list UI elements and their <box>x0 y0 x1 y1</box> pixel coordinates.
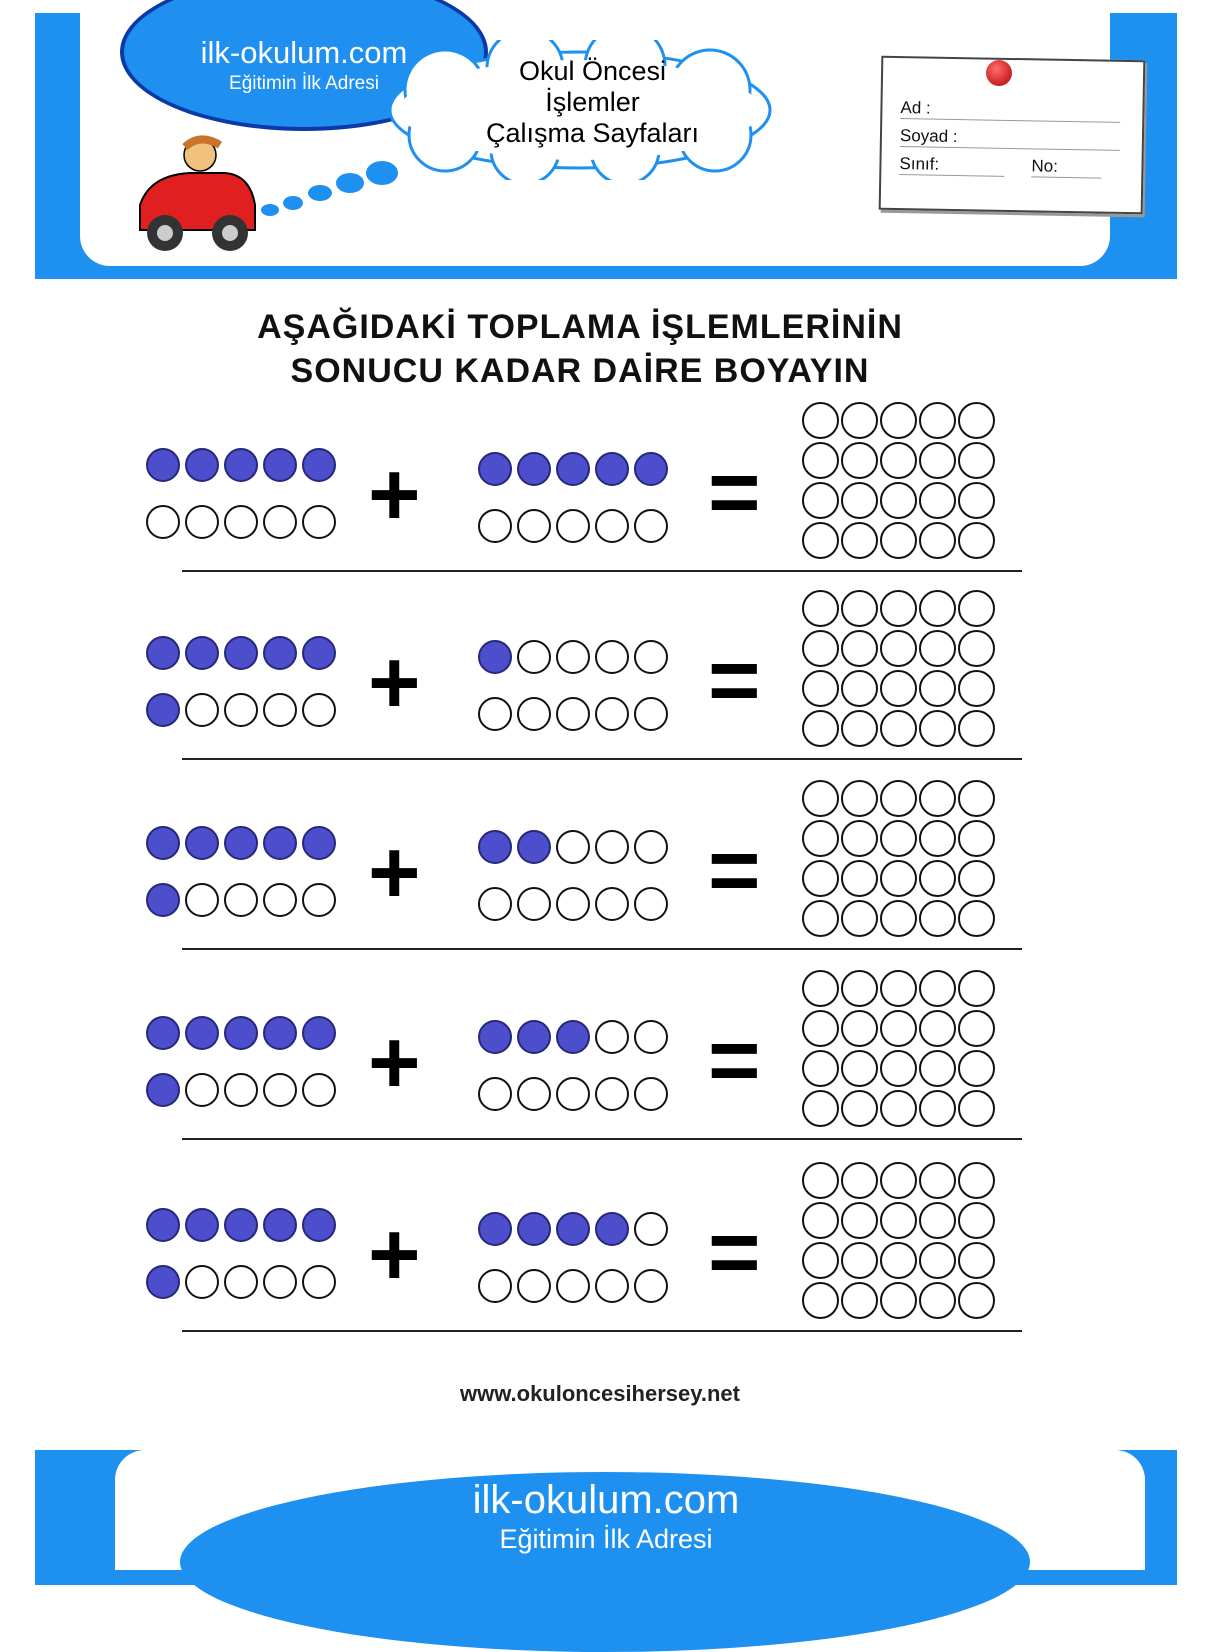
second-addend-circle[interactable] <box>478 1269 512 1303</box>
first-addend-circle[interactable] <box>263 883 297 917</box>
instruction-line-2: SONUCU KADAR DAİRE BOYAYIN <box>290 352 870 390</box>
answer-circle[interactable] <box>958 522 995 559</box>
answer-circle[interactable] <box>958 1050 995 1087</box>
first-addend-circle[interactable] <box>146 1016 180 1050</box>
answer-circle[interactable] <box>841 1242 878 1279</box>
brand-subtitle: Eğitimin İlk Adresi <box>229 73 379 94</box>
answer-circle[interactable] <box>958 442 995 479</box>
second-addend-circle[interactable] <box>634 1077 668 1111</box>
plus-sign: + <box>368 633 421 733</box>
first-addend-circle[interactable] <box>224 883 258 917</box>
problem-row <box>140 778 1040 958</box>
instruction-title <box>100 305 1060 393</box>
answer-circle[interactable] <box>919 1282 956 1319</box>
first-addend-circle[interactable] <box>224 448 258 482</box>
equals-sign: = <box>708 1011 761 1111</box>
answer-circle[interactable] <box>841 1202 878 1239</box>
answer-circle[interactable] <box>802 442 839 479</box>
answer-circle[interactable] <box>958 1162 995 1199</box>
first-addend-circle[interactable] <box>185 636 219 670</box>
answer-circle[interactable] <box>919 1202 956 1239</box>
second-addend-circle[interactable] <box>517 1020 551 1054</box>
answer-circle[interactable] <box>880 590 917 627</box>
second-addend-circle[interactable] <box>478 1212 512 1246</box>
answer-circle[interactable] <box>802 970 839 1007</box>
first-addend-circle[interactable] <box>185 1016 219 1050</box>
answer-circle[interactable] <box>880 1050 917 1087</box>
answer-circle[interactable] <box>919 590 956 627</box>
first-addend-circle[interactable] <box>185 1265 219 1299</box>
second-addend-circle[interactable] <box>634 830 668 864</box>
second-addend-circle[interactable] <box>634 640 668 674</box>
second-addend-circle[interactable] <box>634 452 668 486</box>
answer-circle[interactable] <box>841 522 878 559</box>
equals-sign: = <box>708 1203 761 1303</box>
first-addend-circle[interactable] <box>185 448 219 482</box>
answer-circle[interactable] <box>880 630 917 667</box>
first-addend-circle[interactable] <box>263 1016 297 1050</box>
answer-circle[interactable] <box>880 402 917 439</box>
first-addend-circle[interactable] <box>302 826 336 860</box>
cloud-line-2: İşlemler <box>545 87 640 117</box>
answer-circle[interactable] <box>802 1162 839 1199</box>
first-addend-circle[interactable] <box>146 883 180 917</box>
second-addend-circle[interactable] <box>595 887 629 921</box>
first-addend-circle[interactable] <box>263 448 297 482</box>
second-addend-circle[interactable] <box>478 1077 512 1111</box>
first-addend-circle[interactable] <box>302 1016 336 1050</box>
answer-circle[interactable] <box>958 482 995 519</box>
answer-circle[interactable] <box>802 710 839 747</box>
answer-circle[interactable] <box>841 590 878 627</box>
second-addend-circle[interactable] <box>595 452 629 486</box>
plus-sign: + <box>368 1205 421 1305</box>
second-addend-circle[interactable] <box>517 1077 551 1111</box>
answer-circle[interactable] <box>802 1242 839 1279</box>
first-addend-circle[interactable] <box>302 1208 336 1242</box>
second-addend-circle[interactable] <box>556 640 590 674</box>
first-addend-circle[interactable] <box>224 636 258 670</box>
problem-row <box>140 588 1040 768</box>
answer-circle[interactable] <box>958 1202 995 1239</box>
problem-row <box>140 968 1040 1148</box>
answer-circle[interactable] <box>802 1050 839 1087</box>
answer-circle[interactable] <box>880 442 917 479</box>
answer-circle[interactable] <box>958 900 995 937</box>
second-addend-circle[interactable] <box>478 830 512 864</box>
number-field[interactable]: No: <box>1031 156 1101 178</box>
second-addend-circle[interactable] <box>478 640 512 674</box>
second-addend-circle[interactable] <box>634 887 668 921</box>
answer-circle[interactable] <box>919 670 956 707</box>
first-addend-circle[interactable] <box>185 505 219 539</box>
answer-circle[interactable] <box>919 1242 956 1279</box>
answer-circle[interactable] <box>802 522 839 559</box>
answer-circle[interactable] <box>919 900 956 937</box>
first-addend-circle[interactable] <box>224 693 258 727</box>
first-addend-circle[interactable] <box>146 505 180 539</box>
second-addend-circle[interactable] <box>556 887 590 921</box>
second-addend-circle[interactable] <box>517 1269 551 1303</box>
answer-grid <box>802 402 1002 567</box>
answer-circle[interactable] <box>919 1010 956 1047</box>
answer-circle[interactable] <box>802 1202 839 1239</box>
first-addend-circle[interactable] <box>185 826 219 860</box>
second-addend-circle[interactable] <box>478 509 512 543</box>
first-addend-circle[interactable] <box>302 693 336 727</box>
first-addend-circle[interactable] <box>146 636 180 670</box>
second-addend-circle[interactable] <box>556 1020 590 1054</box>
answer-circle[interactable] <box>802 482 839 519</box>
answer-circle[interactable] <box>880 1202 917 1239</box>
first-addend-circle[interactable] <box>146 1073 180 1107</box>
answer-circle[interactable] <box>958 1090 995 1127</box>
answer-circle[interactable] <box>880 970 917 1007</box>
second-addend-circle[interactable] <box>595 509 629 543</box>
brand-title: ilk-okulum.com <box>200 35 408 70</box>
answer-circle[interactable] <box>880 820 917 857</box>
second-addend-circle[interactable] <box>595 640 629 674</box>
second-addend-circle[interactable] <box>556 452 590 486</box>
equals-sign: = <box>708 443 761 543</box>
answer-circle[interactable] <box>841 1162 878 1199</box>
answer-circle[interactable] <box>919 630 956 667</box>
first-addend-circle[interactable] <box>146 693 180 727</box>
first-addend-circle[interactable] <box>263 693 297 727</box>
first-addend-circle[interactable] <box>263 636 297 670</box>
plus-sign: + <box>368 823 421 923</box>
answer-circle[interactable] <box>958 1242 995 1279</box>
first-addend-circle[interactable] <box>224 505 258 539</box>
answer-circle[interactable] <box>841 402 878 439</box>
answer-circle[interactable] <box>880 710 917 747</box>
first-addend-circle[interactable] <box>146 1208 180 1242</box>
answer-grid <box>802 1162 1002 1327</box>
answer-circle[interactable] <box>880 900 917 937</box>
answer-circle[interactable] <box>841 670 878 707</box>
first-addend-circle[interactable] <box>263 1073 297 1107</box>
answer-circle[interactable] <box>958 1010 995 1047</box>
answer-circle[interactable] <box>802 780 839 817</box>
answer-circle[interactable] <box>958 820 995 857</box>
answer-circle[interactable] <box>958 630 995 667</box>
cloud-line-1: Okul Öncesi <box>518 56 667 86</box>
answer-circle[interactable] <box>958 710 995 747</box>
second-addend-circle[interactable] <box>595 1269 629 1303</box>
answer-grid <box>802 590 1002 755</box>
first-addend-circle[interactable] <box>302 636 336 670</box>
car-illustration <box>130 135 400 265</box>
second-addend-circle[interactable] <box>595 1212 629 1246</box>
equals-sign: = <box>708 821 761 921</box>
answer-circle[interactable] <box>919 402 956 439</box>
second-addend-circle[interactable] <box>556 697 590 731</box>
row-separator <box>182 948 1022 950</box>
answer-circle[interactable] <box>802 590 839 627</box>
answer-circle[interactable] <box>841 710 878 747</box>
cloud-line-3: Çalışma Sayfaları <box>485 118 700 148</box>
first-addend-circle[interactable] <box>224 826 258 860</box>
answer-circle[interactable] <box>841 1050 878 1087</box>
second-addend-circle[interactable] <box>556 1077 590 1111</box>
second-addend-circle[interactable] <box>478 887 512 921</box>
answer-circle[interactable] <box>958 590 995 627</box>
second-addend-circle[interactable] <box>556 830 590 864</box>
website-url: www.okuloncesihersey.net <box>460 1381 740 1406</box>
answer-circle[interactable] <box>880 780 917 817</box>
answer-circle[interactable] <box>958 780 995 817</box>
problem-row <box>140 1160 1040 1340</box>
second-addend-circle[interactable] <box>478 452 512 486</box>
answer-circle[interactable] <box>919 860 956 897</box>
answer-circle[interactable] <box>802 1010 839 1047</box>
answer-circle[interactable] <box>919 780 956 817</box>
answer-circle[interactable] <box>802 630 839 667</box>
first-addend-circle[interactable] <box>263 826 297 860</box>
student-info-card <box>879 56 1146 215</box>
row-separator <box>182 570 1022 572</box>
first-addend-circle[interactable] <box>146 448 180 482</box>
answer-circle[interactable] <box>802 1282 839 1319</box>
answer-circle[interactable] <box>958 970 995 1007</box>
second-addend-circle[interactable] <box>634 1212 668 1246</box>
plus-sign: + <box>368 1013 421 1113</box>
answer-circle[interactable] <box>802 820 839 857</box>
first-addend-circle[interactable] <box>224 1016 258 1050</box>
problem-row <box>140 400 1040 580</box>
answer-circle[interactable] <box>880 1010 917 1047</box>
answer-circle[interactable] <box>841 1010 878 1047</box>
second-addend-circle[interactable] <box>478 697 512 731</box>
answer-circle[interactable] <box>958 860 995 897</box>
answer-circle[interactable] <box>919 710 956 747</box>
answer-circle[interactable] <box>919 1050 956 1087</box>
push-pin-icon <box>986 60 1012 86</box>
first-addend-circle[interactable] <box>302 505 336 539</box>
answer-circle[interactable] <box>880 1090 917 1127</box>
first-addend-circle[interactable] <box>263 1265 297 1299</box>
second-addend-circle[interactable] <box>517 697 551 731</box>
second-addend-circle[interactable] <box>595 1077 629 1111</box>
row-separator <box>182 758 1022 760</box>
second-addend-circle[interactable] <box>634 697 668 731</box>
answer-circle[interactable] <box>841 442 878 479</box>
second-addend-circle[interactable] <box>595 1020 629 1054</box>
answer-circle[interactable] <box>880 522 917 559</box>
answer-circle[interactable] <box>880 1282 917 1319</box>
second-addend-circle[interactable] <box>517 640 551 674</box>
second-addend-circle[interactable] <box>517 830 551 864</box>
answer-circle[interactable] <box>841 1282 878 1319</box>
answer-circle[interactable] <box>919 820 956 857</box>
answer-circle[interactable] <box>919 1090 956 1127</box>
footer-brand-subtitle: Eğitimin İlk Adresi <box>499 1524 713 1554</box>
second-addend-circle[interactable] <box>517 452 551 486</box>
surname-field[interactable]: Soyad : <box>900 126 1120 151</box>
first-addend-circle[interactable] <box>185 1073 219 1107</box>
equals-sign: = <box>708 631 761 731</box>
answer-circle[interactable] <box>919 442 956 479</box>
second-addend-circle[interactable] <box>595 830 629 864</box>
answer-circle[interactable] <box>841 780 878 817</box>
first-addend-circle[interactable] <box>302 1265 336 1299</box>
first-addend-circle[interactable] <box>302 883 336 917</box>
cloud-text <box>445 56 740 149</box>
second-addend-circle[interactable] <box>517 887 551 921</box>
answer-circle[interactable] <box>802 402 839 439</box>
answer-circle[interactable] <box>919 522 956 559</box>
answer-circle[interactable] <box>958 1282 995 1319</box>
answer-circle[interactable] <box>802 860 839 897</box>
first-addend-circle[interactable] <box>146 826 180 860</box>
answer-circle[interactable] <box>919 482 956 519</box>
first-addend-circle[interactable] <box>185 693 219 727</box>
answer-circle[interactable] <box>841 900 878 937</box>
second-addend-circle[interactable] <box>478 1020 512 1054</box>
first-addend-circle[interactable] <box>302 1073 336 1107</box>
row-separator <box>182 1138 1022 1140</box>
answer-circle[interactable] <box>919 970 956 1007</box>
first-addend-circle[interactable] <box>302 448 336 482</box>
first-addend-circle[interactable] <box>224 1073 258 1107</box>
second-addend-circle[interactable] <box>634 1269 668 1303</box>
answer-grid <box>802 970 1002 1135</box>
first-addend-circle[interactable] <box>185 1208 219 1242</box>
name-field[interactable]: Ad : <box>900 98 1120 123</box>
first-addend-circle[interactable] <box>185 883 219 917</box>
second-addend-circle[interactable] <box>517 509 551 543</box>
first-addend-circle[interactable] <box>146 1265 180 1299</box>
answer-circle[interactable] <box>841 970 878 1007</box>
answer-circle[interactable] <box>880 1162 917 1199</box>
instruction-line-1: AŞAĞIDAKİ TOPLAMA İŞLEMLERİNİN <box>257 308 903 346</box>
answer-circle[interactable] <box>841 860 878 897</box>
answer-circle[interactable] <box>841 820 878 857</box>
answer-grid <box>802 780 1002 945</box>
class-field[interactable]: Sınıf: <box>899 154 1004 177</box>
answer-circle[interactable] <box>841 482 878 519</box>
second-addend-circle[interactable] <box>595 697 629 731</box>
second-addend-circle[interactable] <box>634 509 668 543</box>
answer-circle[interactable] <box>802 670 839 707</box>
second-addend-circle[interactable] <box>556 1269 590 1303</box>
second-addend-circle[interactable] <box>556 1212 590 1246</box>
answer-circle[interactable] <box>802 1090 839 1127</box>
first-addend-circle[interactable] <box>224 1208 258 1242</box>
plus-sign: + <box>368 445 421 545</box>
answer-circle[interactable] <box>919 1162 956 1199</box>
answer-circle[interactable] <box>880 1242 917 1279</box>
first-addend-circle[interactable] <box>263 505 297 539</box>
answer-circle[interactable] <box>880 670 917 707</box>
second-addend-circle[interactable] <box>517 1212 551 1246</box>
answer-circle[interactable] <box>880 860 917 897</box>
first-addend-circle[interactable] <box>224 1265 258 1299</box>
second-addend-circle[interactable] <box>556 509 590 543</box>
answer-circle[interactable] <box>841 630 878 667</box>
footer-brand-title: ilk-okulum.com <box>472 1478 740 1522</box>
first-addend-circle[interactable] <box>263 1208 297 1242</box>
answer-circle[interactable] <box>958 670 995 707</box>
answer-circle[interactable] <box>958 402 995 439</box>
row-separator <box>182 1330 1022 1332</box>
answer-circle[interactable] <box>841 1090 878 1127</box>
answer-circle[interactable] <box>880 482 917 519</box>
second-addend-circle[interactable] <box>634 1020 668 1054</box>
answer-circle[interactable] <box>802 900 839 937</box>
